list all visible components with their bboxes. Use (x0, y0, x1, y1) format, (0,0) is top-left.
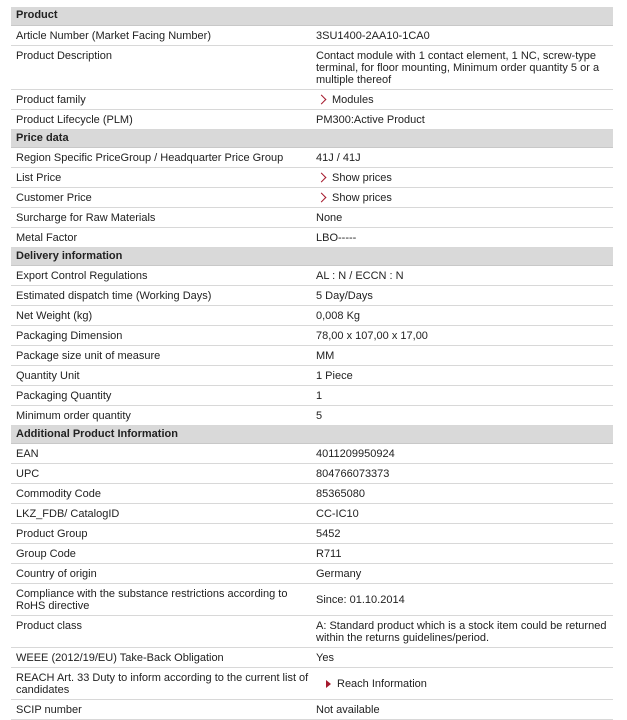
table-row (11, 365, 613, 385)
row-value-cell (311, 667, 613, 699)
section-header-delivery-information (11, 247, 613, 265)
table-row (11, 109, 613, 129)
row-label: List Price (11, 167, 311, 187)
section-title: Additional Product Information (11, 425, 613, 443)
table-row (11, 405, 613, 425)
row-value: 0,008 Kg (311, 305, 613, 325)
row-label: SCIP number (11, 699, 311, 719)
table-row (11, 615, 613, 647)
table-row (11, 285, 613, 305)
table-row (11, 325, 613, 345)
row-label: Net Weight (kg) (11, 305, 311, 325)
product-data-sheet (11, 7, 613, 720)
table-row (11, 667, 613, 699)
row-label: Product Group (11, 523, 311, 543)
row-value: 5 (311, 405, 613, 425)
table-row (11, 147, 613, 167)
row-value: 78,00 x 107,00 x 17,00 (311, 325, 613, 345)
row-value: None (311, 207, 613, 227)
row-value: Contact module with 1 contact element, 1 NC, screw-type terminal, for floor mounting, Minimum order quantity 5 or a multiple thereof (311, 45, 613, 89)
row-label: Article Number (Market Facing Number) (11, 25, 311, 45)
row-value: Germany (311, 563, 613, 583)
row-value: R711 (311, 543, 613, 563)
row-label: Quantity Unit (11, 365, 311, 385)
section-header-additional-product-information (11, 425, 613, 443)
row-label: Minimum order quantity (11, 405, 311, 425)
row-value: Since: 01.10.2014 (311, 583, 613, 615)
row-label: UPC (11, 463, 311, 483)
row-value: Yes (311, 647, 613, 667)
product-data-body (11, 7, 613, 719)
row-label: Estimated dispatch time (Working Days) (11, 285, 311, 305)
table-row (11, 167, 613, 187)
row-label: LKZ_FDB/ CatalogID (11, 503, 311, 523)
row-value: 1 Piece (311, 365, 613, 385)
show-prices-link[interactable] (316, 172, 392, 184)
row-value: Not available (311, 699, 613, 719)
row-value: 4011209950924 (311, 443, 613, 463)
link-label: Show prices (332, 191, 392, 204)
table-row (11, 89, 613, 109)
table-row (11, 25, 613, 45)
row-label: EAN (11, 443, 311, 463)
reach-information-link[interactable] (316, 678, 427, 690)
chevron-right-icon (317, 94, 327, 104)
row-value: 5 Day/Days (311, 285, 613, 305)
chevron-right-icon (317, 172, 327, 182)
table-row (11, 699, 613, 719)
triangle-right-icon (326, 680, 331, 688)
table-row (11, 187, 613, 207)
section-header-price-data (11, 129, 613, 147)
row-label: Product family (11, 89, 311, 109)
row-label: Commodity Code (11, 483, 311, 503)
modules-link[interactable] (316, 94, 374, 106)
row-label: Product Description (11, 45, 311, 89)
table-row (11, 207, 613, 227)
row-value: CC-IC10 (311, 503, 613, 523)
show-prices-link[interactable] (316, 192, 392, 204)
row-value: 1 (311, 385, 613, 405)
row-value: 5452 (311, 523, 613, 543)
table-row (11, 345, 613, 365)
product-data-table (11, 7, 613, 720)
row-value-cell (311, 167, 613, 187)
row-value: PM300:Active Product (311, 109, 613, 129)
row-label: WEEE (2012/19/EU) Take-Back Obligation (11, 647, 311, 667)
row-label: Package size unit of measure (11, 345, 311, 365)
table-row (11, 563, 613, 583)
table-row (11, 523, 613, 543)
table-row (11, 503, 613, 523)
table-row (11, 443, 613, 463)
row-label: REACH Art. 33 Duty to inform according to the current list of candidates (11, 667, 311, 699)
row-value: LBO----- (311, 227, 613, 247)
row-value: MM (311, 345, 613, 365)
table-row (11, 305, 613, 325)
row-label: Region Specific PriceGroup / Headquarter Price Group (11, 147, 311, 167)
row-label: Customer Price (11, 187, 311, 207)
table-row (11, 45, 613, 89)
row-label: Group Code (11, 543, 311, 563)
table-row (11, 543, 613, 563)
chevron-right-icon (317, 192, 327, 202)
link-label: Reach Information (337, 677, 427, 690)
row-label: Country of origin (11, 563, 311, 583)
table-row (11, 265, 613, 285)
row-label: Product class (11, 615, 311, 647)
row-label: Packaging Dimension (11, 325, 311, 345)
table-row (11, 463, 613, 483)
section-title: Product (11, 7, 613, 25)
row-value: AL : N / ECCN : N (311, 265, 613, 285)
row-label: Metal Factor (11, 227, 311, 247)
table-row (11, 583, 613, 615)
row-value: 41J / 41J (311, 147, 613, 167)
table-row (11, 227, 613, 247)
row-label: Surcharge for Raw Materials (11, 207, 311, 227)
link-label: Show prices (332, 171, 392, 184)
row-label: Export Control Regulations (11, 265, 311, 285)
row-value-cell (311, 187, 613, 207)
row-value: A: Standard product which is a stock item could be returned within the returns guidelines/period. (311, 615, 613, 647)
link-label: Modules (332, 93, 374, 106)
row-value: 85365080 (311, 483, 613, 503)
table-row (11, 647, 613, 667)
section-title: Price data (11, 129, 613, 147)
table-row (11, 483, 613, 503)
row-value-cell (311, 89, 613, 109)
section-header-product (11, 7, 613, 25)
section-title: Delivery information (11, 247, 613, 265)
row-value: 3SU1400-2AA10-1CA0 (311, 25, 613, 45)
table-row (11, 385, 613, 405)
row-label: Packaging Quantity (11, 385, 311, 405)
row-value: 804766073373 (311, 463, 613, 483)
row-label: Product Lifecycle (PLM) (11, 109, 311, 129)
row-label: Compliance with the substance restrictions according to RoHS directive (11, 583, 311, 615)
